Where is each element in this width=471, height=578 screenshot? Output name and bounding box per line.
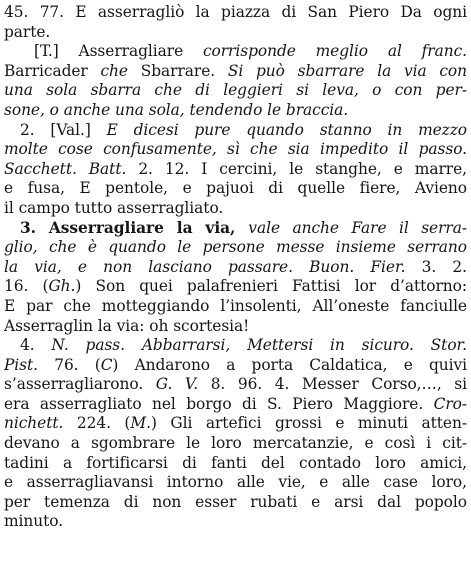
italic-text: la via, e non lasciano passare. Buon. Fier.: [4, 257, 422, 276]
italic-text: G. V.: [155, 375, 211, 394]
text-line: [4, 160, 467, 180]
text-span: ) Gli artefici grossi e minuti atten-: [150, 414, 467, 433]
italic-text: Gh.: [48, 277, 76, 296]
text-span: Sbarrare.: [140, 61, 228, 80]
bold-text: 3. Asserragliare la via,: [20, 218, 249, 237]
text-line: [4, 493, 467, 513]
text-line: [4, 375, 467, 395]
text-span: s’asserragliarono.: [4, 375, 156, 394]
text-line: [4, 199, 467, 219]
text-span: e fusa, E pentole, e pajuoi di quelle fiere, Avieno: [4, 179, 467, 198]
text-span: minuto.: [4, 512, 64, 531]
text-span: 2. [Val.]: [20, 120, 107, 139]
italic-text: nichett.: [4, 414, 77, 433]
italic-text: M.: [130, 414, 151, 433]
text-line: [4, 81, 467, 101]
text-span: 224. (: [76, 414, 131, 433]
text-span: [T.] Asserragliare: [34, 42, 203, 61]
text-span: 3. 2.: [421, 257, 467, 276]
text-span: era asserragliato nel borgo di S. Piero Maggiore.: [4, 394, 434, 413]
text-span: 76. (: [54, 355, 101, 374]
text-span: E par che motteggiando l’insolenti, All’oneste fanciulle: [4, 296, 467, 315]
italic-text: Cro-: [433, 394, 467, 413]
text-line: [4, 356, 467, 376]
text-span: Asserraglin la via: oh scortesia!: [4, 316, 250, 335]
text-line: [4, 238, 467, 258]
text-span: per temenza di non esser rubati e arsi dal popolo: [4, 492, 467, 511]
text-span: 45. 77. E asserragliò la piazza di San Piero Da ogni: [4, 3, 467, 21]
text-line: [4, 454, 467, 474]
text-span: Barricader: [4, 61, 101, 80]
text-span: ) Son quei palafrenieri Fattisi lor d’attorno:: [75, 277, 467, 296]
text-line: [4, 414, 467, 434]
italic-text: C: [100, 355, 113, 374]
text-line: [4, 42, 467, 62]
text-span: 8. 96. 4. Messer Corso,…, si: [210, 375, 467, 394]
text-line: [4, 3, 467, 23]
text-span: e asserragliavansi intorno alle vie, e alle case loro,: [4, 473, 467, 492]
italic-text: vale anche Fare il serra-: [248, 218, 467, 237]
text-line: [4, 101, 467, 121]
text-line: [4, 512, 467, 532]
italic-text: una sola sbarra che di leggieri si leva, o con per-: [4, 81, 467, 100]
text-line: [4, 395, 467, 415]
entry-text: [4, 3, 467, 532]
italic-text: Si può sbarrare la via con: [227, 61, 467, 80]
text-line: [4, 62, 467, 82]
text-line: [4, 23, 467, 43]
text-line: [4, 219, 467, 239]
italic-text: Pist.: [4, 355, 55, 374]
text-span: 16. (: [4, 277, 49, 296]
text-line: [4, 179, 467, 199]
italic-text: che: [100, 61, 141, 80]
text-span: 2. 12. I cercini, le stanghe, e marre,: [138, 159, 467, 178]
text-span: 4.: [20, 336, 52, 355]
text-line: [4, 473, 467, 493]
text-line: [4, 336, 467, 356]
italic-text: Sacchett. Batt.: [4, 159, 139, 178]
text-line: [4, 258, 467, 278]
italic-text: molte cose confusamente, sì che sia impedito il passo.: [4, 140, 467, 159]
text-span: devano a sgombrare le loro mercatanzie, e così i cit-: [4, 434, 467, 453]
italic-text: sone, o anche una sola, tendendo le braccia.: [4, 100, 349, 119]
text-span: ) Andarono a porta Caldatica, e quivi: [112, 355, 467, 374]
text-line: [4, 277, 467, 297]
italic-text: glio, che è quando le persone messe insieme serrano: [4, 238, 467, 257]
italic-text: corrisponde meglio al franc.: [202, 42, 467, 61]
text-line: [4, 140, 467, 160]
text-span: parte.: [4, 22, 51, 41]
text-span: tadini a fortificarsi di fanti del contado loro amici,: [4, 453, 467, 472]
italic-text: E dicesi pure quando stanno in mezzo: [106, 120, 467, 139]
text-line: [4, 317, 467, 337]
text-line: [4, 434, 467, 454]
text-span: il campo tutto asserragliato.: [4, 198, 224, 217]
italic-text: N. pass. Abbarrarsi, Mettersi in sicuro. Stor.: [51, 336, 467, 355]
text-line: [4, 297, 467, 317]
text-line: [4, 121, 467, 141]
